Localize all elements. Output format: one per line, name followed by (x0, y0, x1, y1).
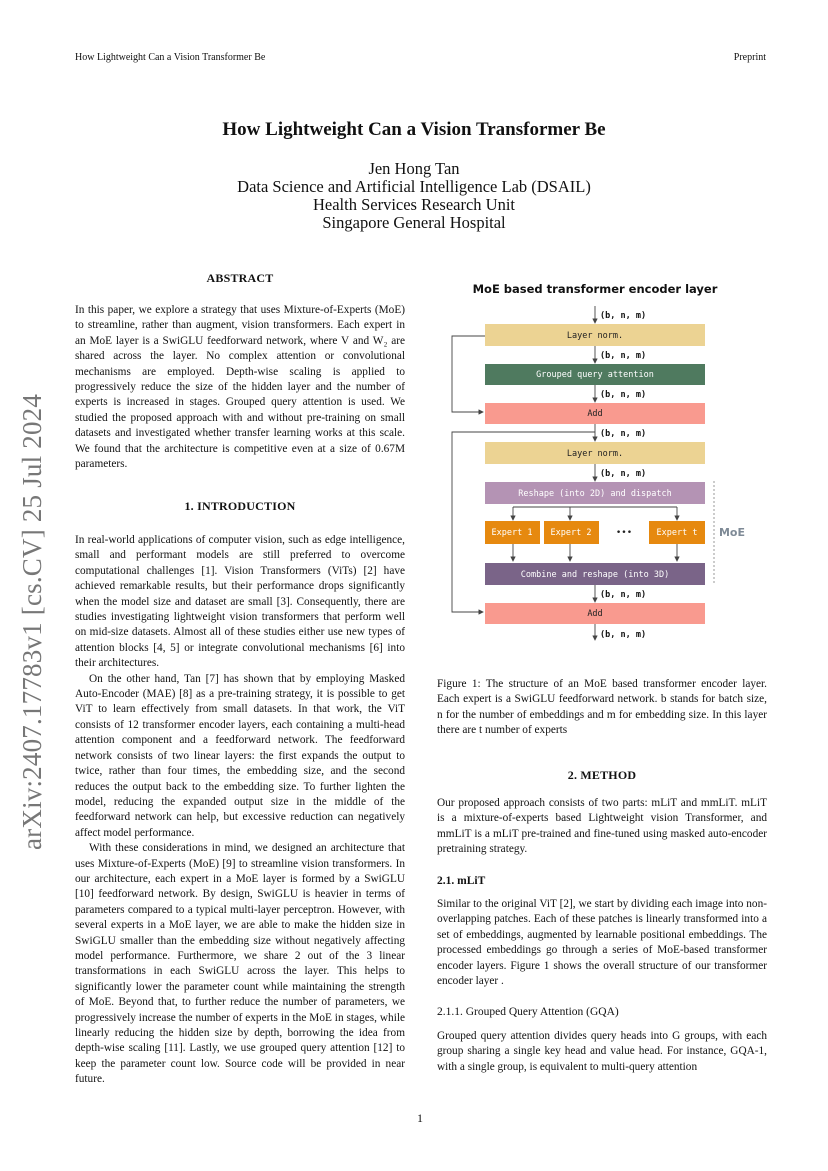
running-header-right: Preprint (733, 52, 766, 63)
shape-label: (b, n, m) (600, 469, 647, 479)
figure-1 (440, 278, 760, 648)
expert-t-label: Expert t (656, 528, 698, 538)
shape-label: (b, n, m) (600, 630, 647, 640)
shape-label: (b, n, m) (600, 429, 647, 439)
arxiv-stamp: arXiv:2407.17783v1 [cs.CV] 25 Jul 2024 (17, 393, 47, 850)
expert-1-label: Expert 1 (491, 528, 533, 538)
expert-2-label: Expert 2 (550, 528, 592, 538)
abstract-paragraph: In this paper, we explore a strategy that uses Mixture-of-Experts (MoE) to streamline, rather than augment, vision transformers. Each expert in an MoE layer is a SwiGLU feedforward network, where V and W₂ are shared across the layer. No complex attention or convolutional mechanisms are employed. Depth-wise scaling is applied to progressively reduce the size of the hidden layer and the number of experts is increased in stages. Grouped query attention is used. We studied the proposed approach with and without pre-training on small datasets and investigated whether transfer learning works at this scale. We found that the architecture is competitive even at a size of 0.67M parameters. (75, 304, 405, 471)
abstract-text (75, 303, 405, 472)
add-label-1: Add (587, 409, 603, 419)
combine-label: Combine and reshape (into 3D) (520, 570, 670, 580)
moe-label: MoE (718, 526, 746, 539)
intro-paragraph-3: With these considerations in mind, we designed an architecture that uses Mixture-of-Experts (MoE) [9] to streamline vision transformers. In our architecture, each expert in a MoE layer is formed by a SwiGLU [10] feedforward network. By design, SwiGLU is heavier in terms of parameters compared to a typical multi-layer perceptron. However, with several experts in a MoE layer, we are able to make the hidden size in SwiGLU smaller than the embedding size without negatively affecting model performance. Furthermore, we share 2 out of the 3 linear transformations in each SwiGLU across the layer. This helps to significantly lower the parameter count while maintaining the strength of MoE. Beyond that, to further reduce the number of parameters, we progressively increase the number of experts in the MoE in stages, while linearly reducing the hidden size by depth, borrowing the idea from depth-wise scaling [11]. Lastly, we use grouped query attention [12] to keep the parameter count low. Source code will be provided in near future. (75, 842, 405, 1086)
author-affiliation-lab: Data Science and Artificial Intelligence Lab (DSAIL) (237, 177, 591, 196)
page-number: 1 (417, 1111, 423, 1125)
layer-norm-label-1: Layer norm. (566, 331, 624, 341)
intro-paragraph-1: In real-world applications of computer vision, such as edge intelligence, small and performant models are still preferred to overcome computational challenges [1]. Vision Transformers (ViTs) [2] have achieved remarkable results, but their performance drops significantly when the model size and dataset are small [3]. Consequently, there are studies investigating lightweight vision transformers that perform well on mid-size datasets. Almost all of these studies either use new types of attention blocks [4, 5] or integrate convolutional mechanisms [6] into their architectures. (75, 534, 405, 670)
shape-label: (b, n, m) (600, 311, 647, 321)
mlit-body (437, 897, 767, 989)
method-intro (437, 796, 767, 858)
reshape-label: Reshape (into 2D) and dispatch (518, 489, 672, 499)
add-label-2: Add (587, 609, 603, 619)
figure-title: MoE based transformer encoder layer (472, 282, 718, 296)
layer-norm-label-2: Layer norm. (566, 449, 624, 459)
author-affiliation-hospital: Singapore General Hospital (322, 213, 506, 232)
author-affiliation-unit: Health Services Research Unit (312, 195, 516, 214)
gqa-body (437, 1029, 767, 1075)
gqa-label: Grouped query attention (536, 370, 654, 380)
intro-paragraph-2: On the other hand, Tan [7] has shown that by employing Masked Auto-Encoder (MAE) [8] as a pre-training strategy, it is possible to get ViT to learn effectively from small datasets. In that work, the ViT consists of 12 transformer encoder layers, each containing a multi-head attention component and a feedforward network. The feedforward network consists of two linear layers: the first expands the output to twice, rather than four times, the embedding size, and the second reduces the output back to the embedding size. To further lighten the model, reducing the expanded output size in the middle of the feedforward network can help, but excessive reduction can negatively affect model performance. (75, 672, 405, 839)
abstract-heading: ABSTRACT (206, 271, 274, 285)
expert-ellipsis: ••• (615, 528, 633, 538)
figure-1-caption (437, 677, 767, 739)
introduction-body (75, 533, 405, 1088)
method-heading: 2. METHOD (567, 768, 637, 782)
figure-caption-text: Figure 1: The structure of an MoE based transformer encoder layer. Each expert is a SwiGLU feedforward network. b stands for batch size, n for the number of embeddings and m for embedding size. In this layer there are t number of experts (437, 678, 767, 737)
author-name: Jen Hong Tan (368, 159, 460, 178)
subsubsection-gqa-heading: 2.1.1. Grouped Query Attention (GQA) (437, 1006, 619, 1018)
moe-diagram (440, 278, 760, 648)
introduction-heading: 1. INTRODUCTION (184, 499, 296, 513)
method-paragraph-2: Similar to the original ViT [2], we start by dividing each image into non-overlapping patches. Each of these patches is linearly transformed into a set of embeddings, augmented by learnable positional embeddings. The processed embeddings go through a series of MoE-based transformer encoder layers. Figure 1 shows the overall structure of our transformer encoder layer . (437, 898, 767, 988)
subsection-mlit-heading: 2.1. mLiT (437, 875, 486, 887)
method-paragraph-1: Our proposed approach consists of two parts: mLiT and mmLiT. mLiT is a mixture-of-experts based Lightweight vision Transformer, and mmLiT is a mLiT pre-trained and fine-tuned using masked auto-encoder pretraining strategy. (437, 797, 767, 856)
method-paragraph-3: Grouped query attention divides query heads into G groups, with each group sharing a single key head and value head. For instance, GQA-1, with a single group, is equivalent to multi-query attention (437, 1030, 767, 1073)
shape-label: (b, n, m) (600, 390, 647, 400)
running-header-left: How Lightweight Can a Vision Transformer Be (75, 52, 266, 63)
shape-label: (b, n, m) (600, 590, 647, 600)
shape-label: (b, n, m) (600, 351, 647, 361)
paper-title: How Lightweight Can a Vision Transformer Be (222, 119, 606, 140)
